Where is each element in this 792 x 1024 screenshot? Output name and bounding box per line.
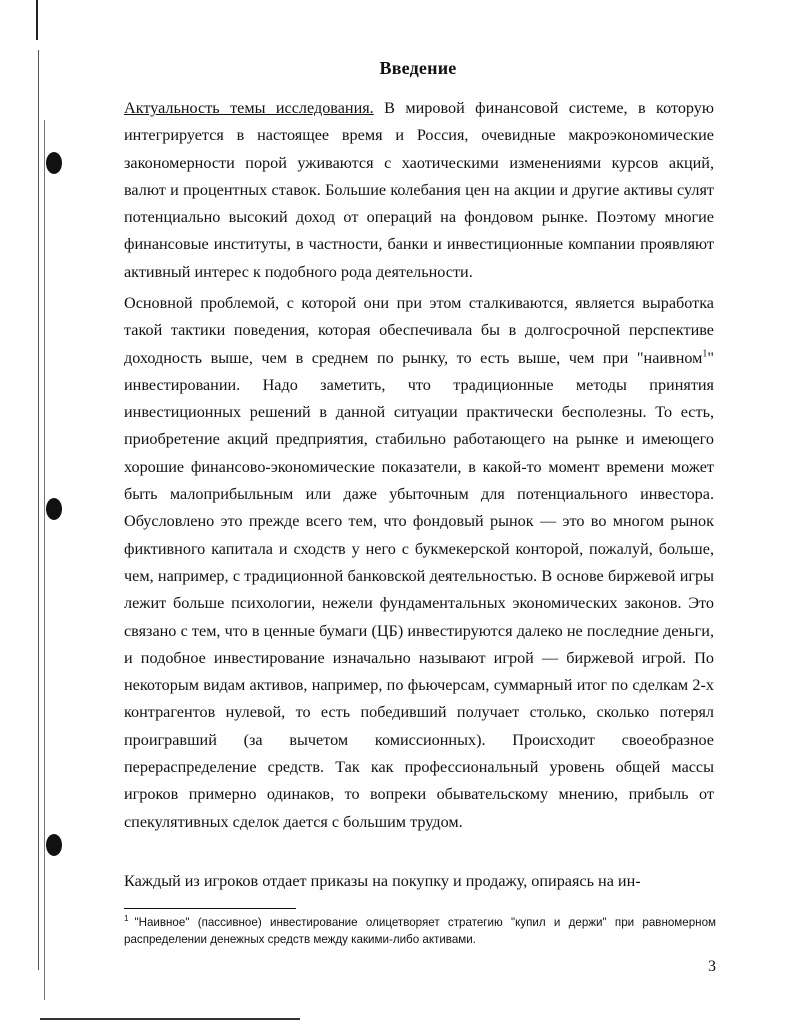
scan-edge-line [44,120,45,1000]
scan-edge-line [38,50,39,970]
paragraph-main-problem [124,290,714,836]
paragraph-text: " инвестировании. Надо заметить, что традиционные методы принятия инвестиционных решений в данной ситуации практически бесполезны. То есть, приобретение акций предприятия, стабильно работающего на рынке и имеющего хорошие финансово-экономические показатели, в какой-то момент времени может быть малоприбыльным или даже убыточным для потенциального инвестора. Обусловлено это прежде всего тем, что фондовый рынок — это во многом рынок фиктивного капитала и сходств у него с букмекерской конторой, пожалуй, больше, чем, например, с традиционной банковской деятельностью. В основе биржевой игры лежит больше психологии, нежели фундаментальных экономических законов. Это связано с тем, что в ценные бумаги (ЦБ) инвестируются далеко не последние деньги, и подобное инвестирование изначально называют игрой — биржевой игрой. По некоторым видам активов, например, по фьючерсам, суммарный итог по сделкам 2-х контрагентов нулевой, то есть победивший получает столько, сколько потерял проигравший (за вычетом комиссионных). Происходит своеобразное перераспределение средств. Так как профессиональный уровень общей массы игроков примерно одинаков, то вопреки обывательскому мнению, прибыль от спекулятивных сделок дается с большим трудом. [124,348,714,831]
punch-hole [46,152,62,174]
footnote-marker: 1 [124,914,129,924]
punch-hole [46,834,62,856]
punch-hole [46,498,62,520]
footnote-reference[interactable]: 1 [702,348,708,360]
scan-edge-line [40,1018,300,1020]
paragraph-text: В мировой финансовой системе, в которую интегрируется в настоящее время и Россия, очевидные макроэкономические закономерности порой уживаются с хаотическими изменениями курсов акций, валют и процентных ставок. Большие колебания цен на акции и другие активы сулят потенциально высокий доход от операций на фондовом рынке. Поэтому многие финансовые институты, в частности, банки и инвестиционные компании проявляют активный интерес к подобного рода деятельности. [124,99,714,281]
paragraph-text: Основной проблемой, с которой они при этом сталкиваются, является выработка такой тактики поведения, которая обеспечивала бы в долгосрочной перспективе доходность выше, чем в среднем по рынку, то есть выше, чем при "наивном [124,294,714,367]
page-title: Введение [379,58,457,78]
footnote [124,914,716,948]
paragraph-continuation: Каждый из игроков отдает приказы на покупку и продажу, опираясь на ин- [124,872,641,890]
paragraph-relevance [124,95,714,286]
page-number: 3 [708,958,716,975]
scan-edge-line [36,0,38,40]
footnote-divider [124,908,296,909]
relevance-heading: Актуальность темы исследования. [124,99,374,117]
footnote-text: "Наивное" (пассивное) инвестирование олицетворяет стратегию "купил и держи" при равномерном распределении денежных средств между какими-либо активами. [124,916,716,946]
